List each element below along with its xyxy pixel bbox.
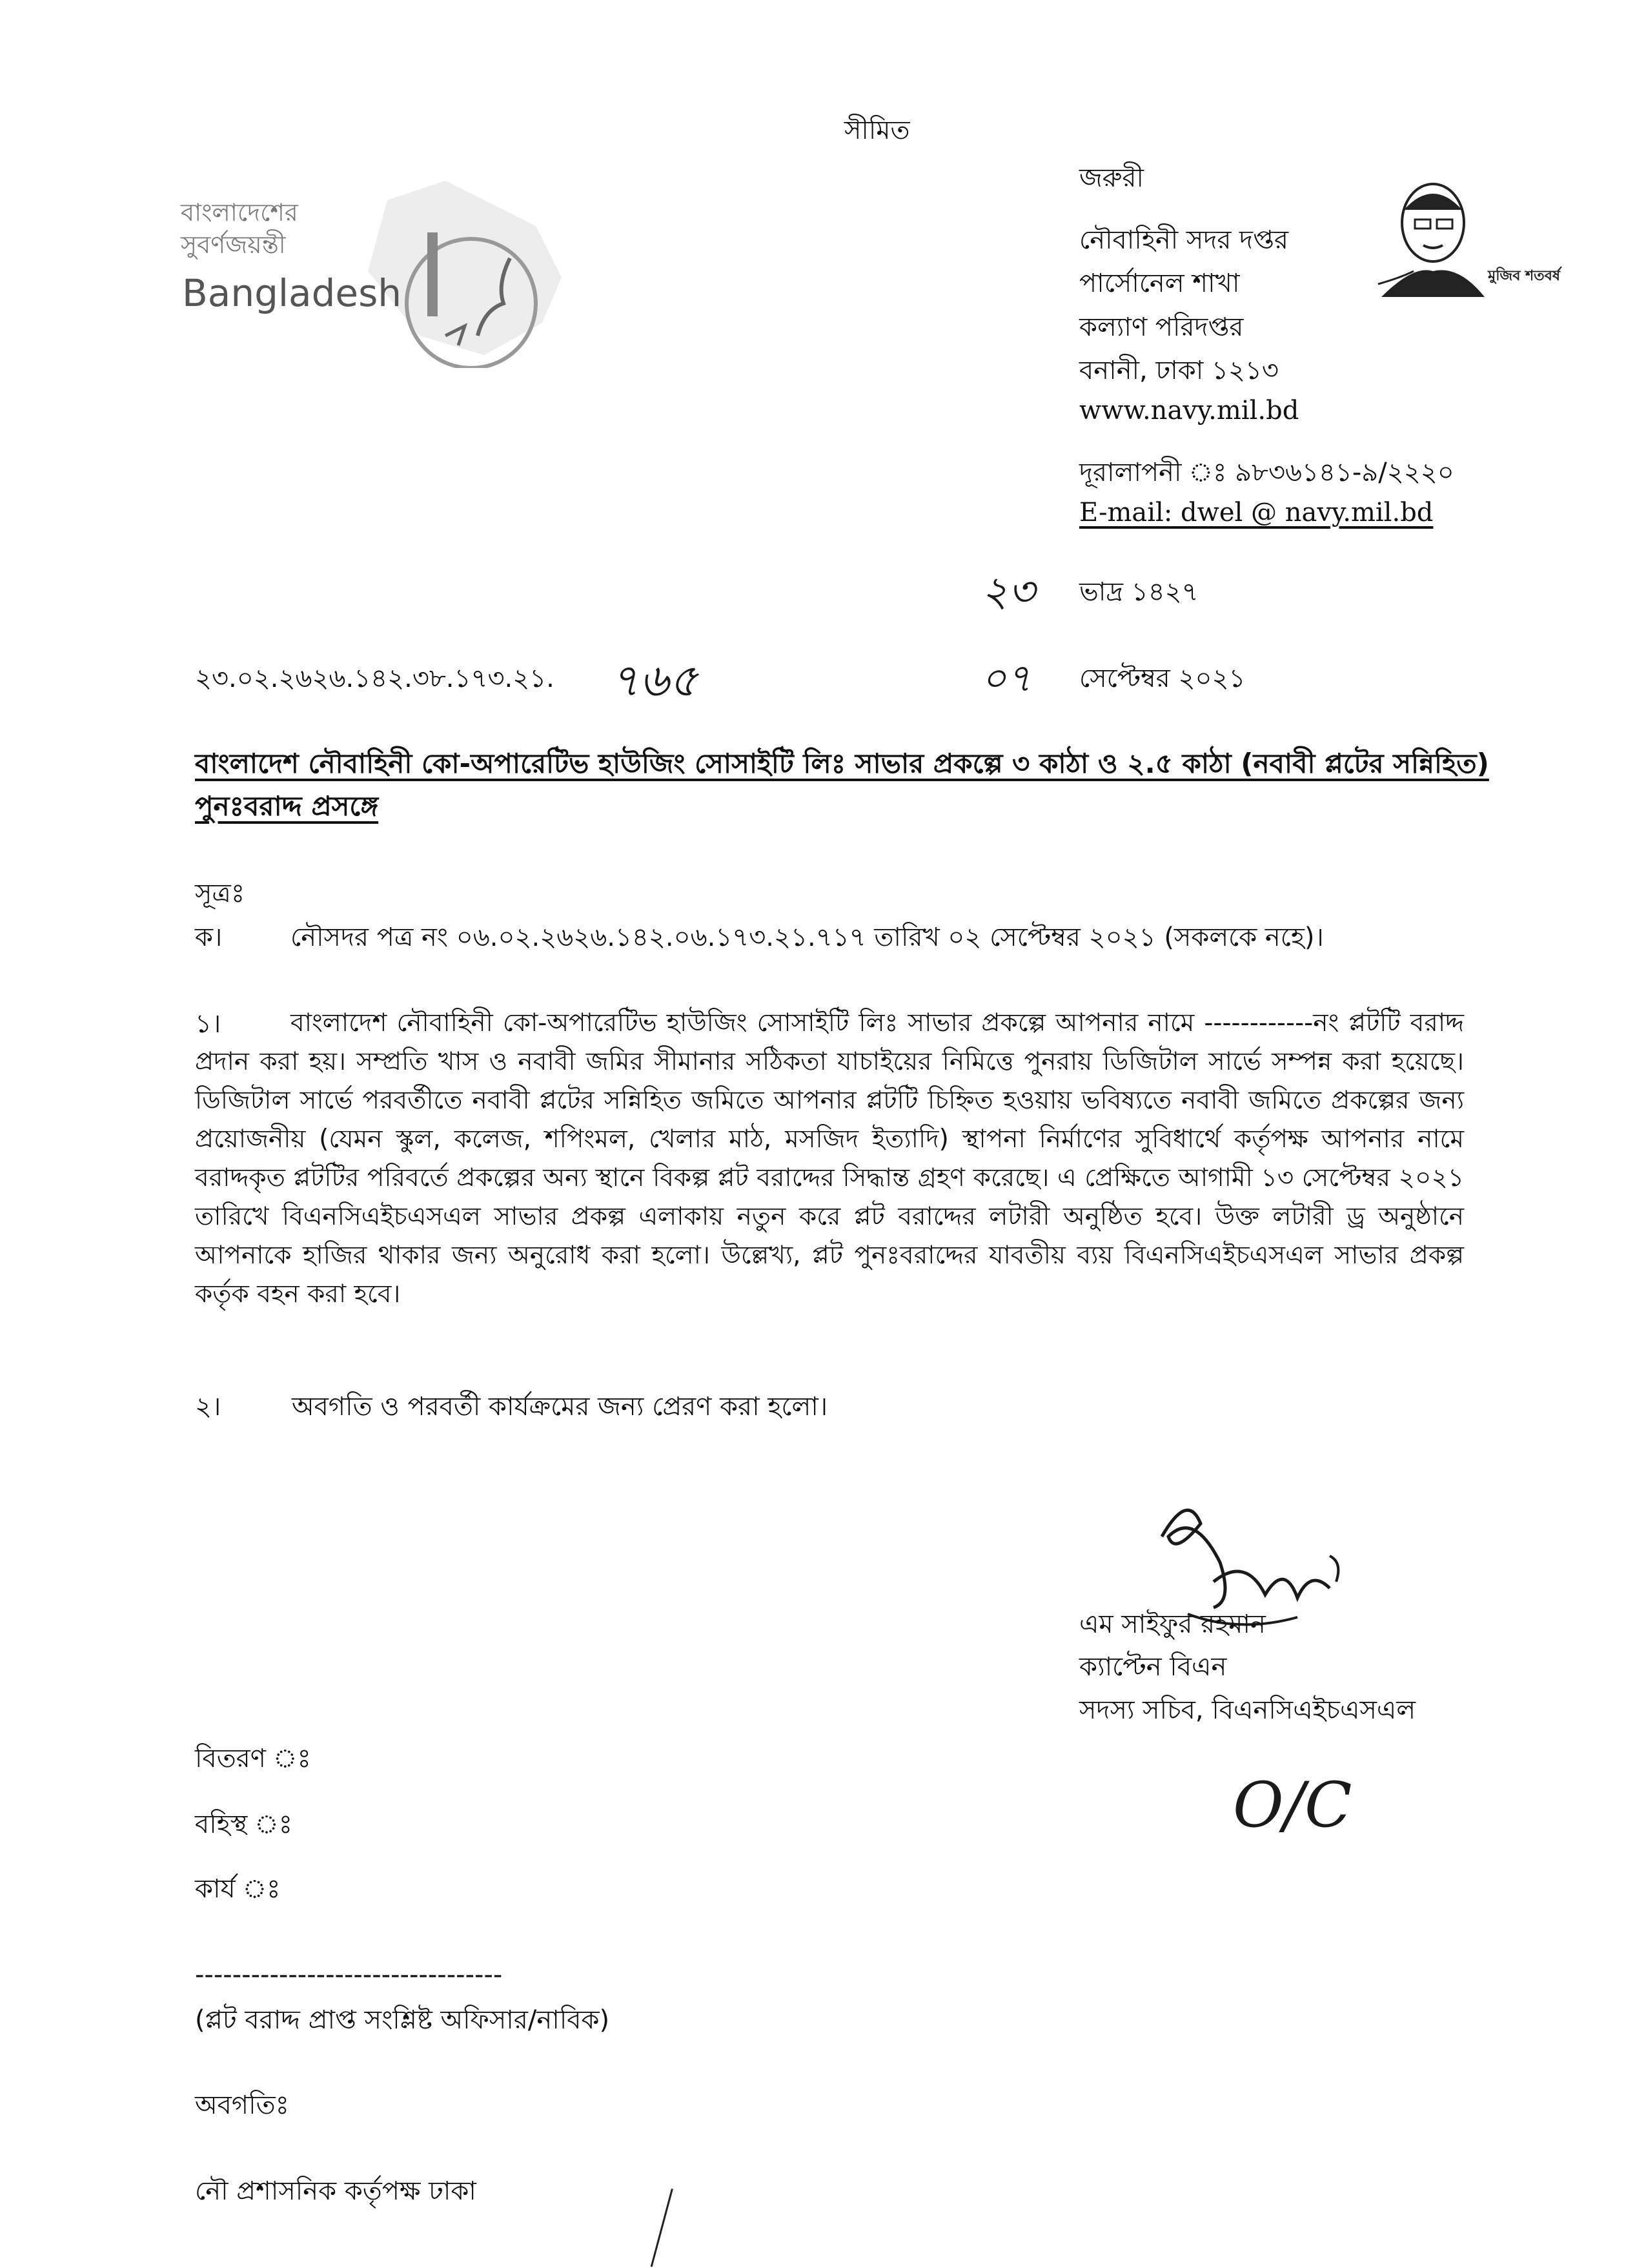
- office-phone: দূরালাপনী ঃ ৯৮৩৬১৪১-৯/২২২০: [1079, 458, 1454, 487]
- information-recipient: নৌ প্রশাসনিক কর্তৃপক্ষ ঢাকা: [195, 2176, 476, 2206]
- logo-bangla-line1: বাংলাদেশের: [181, 198, 298, 227]
- memo-number: ২৩.০২.২৬২৬.১৪২.৩৮.১৭৩.২১.: [195, 664, 554, 693]
- paragraph-2-text: অবগতি ও পরবর্তী কার্যক্রমের জন্য প্রেরণ করা হলো।: [292, 1392, 828, 1422]
- paragraph-1-number: ১।: [195, 1009, 221, 1039]
- office-website: www.navy.mil.bd: [1079, 396, 1299, 425]
- portrait-sketch-icon: [1375, 174, 1569, 310]
- signatory-designation: সদস্য সচিব, বিএনসিএইচএসএল: [1079, 1695, 1416, 1725]
- pen-stroke-mark: [651, 2189, 673, 2267]
- bangla-date-day-handwritten: ২৩: [981, 568, 1035, 616]
- distribution-recipient: (প্লট বরাদ্দ প্রাপ্ত সংশ্লিষ্ট অফিসার/নাবিক): [195, 2005, 610, 2035]
- mujib-logo-text: মুজিব শতবর্ষ: [1488, 268, 1560, 284]
- english-date-month-year: সেপ্টেম্বর ২০২১: [1079, 664, 1246, 693]
- office-line-1: নৌবাহিনী সদর দপ্তর: [1079, 225, 1288, 255]
- office-line-3: কল্যাণ পরিদপ্তর: [1079, 312, 1244, 342]
- classification-label: সীমিত: [844, 116, 910, 145]
- distribution-action: কার্য ঃ: [195, 1874, 281, 1904]
- paragraph-2-number: ২।: [195, 1392, 221, 1422]
- distribution-external: বহিস্থ ঃ: [195, 1810, 293, 1839]
- signatory-name: এম সাইফুর রহমান: [1079, 1609, 1266, 1639]
- urgency-label: জরুরী: [1079, 163, 1144, 193]
- memo-number-handwritten: ৭৬৫: [610, 654, 698, 707]
- reference-item-label: ক।: [195, 923, 223, 952]
- office-line-4: বনানী, ঢাকা ১২১৩: [1079, 356, 1279, 385]
- mujib-centenary-logo: [1375, 174, 1569, 310]
- logo-bangla-line2: সুবর্ণজয়ন্তী: [181, 230, 286, 259]
- office-email: E-mail: dwel @ navy.mil.bd: [1079, 498, 1434, 527]
- distribution-dash-line: ---------------------------------: [195, 1960, 503, 1990]
- bangla-date-month-year: ভাদ্র ১৪২৭: [1079, 577, 1199, 607]
- logo-english: Bangladesh: [182, 271, 402, 315]
- paragraph-1-text: বাংলাদেশ নৌবাহিনী কো-অপারেটিভ হাউজিং সোসাইটি লিঃ সাভার প্রকল্পে আপনার নামে ------------নং প্লটটি বরাদ্দ প্রদান করা হয়। সম্প্রতি খাস ও নবাবী জমির সীমানার সঠিকতা যাচাইয়ের নিমিত্তে পুনরায় ডিজিটাল সার্ভে সম্পন্ন করা হয়েছে। ডিজিটাল সার্ভে পরবর্তীতে নবাবী প্লটের সন্নিহিত জমিতে আপনার প্লটটি চিহ্নিত হওয়ায় ভবিষ্যতে নবাবী জমিতে প্রকল্পের জন্য প্রয়োজনীয় (যেমন স্কুল, কলেজ, শপিংমল, খেলার মাঠ, মসজিদ ইত্যাদি) স্থাপনা নির্মাণের সুবিধার্থে কর্তৃপক্ষ আপনার নামে বরাদ্দকৃত প্লটটির পরিবর্তে প্রকল্পের অন্য স্থানে বিকল্প প্লট বরাদ্দের সিদ্ধান্ত গ্রহণ করেছে। এ প্রেক্ষিতে আগামী ১৩ সেপ্টেম্বর ২০২১ তারিখে বিএনসিএইচএসএল সাভার প্রকল্প এলাকায় নতুন করে প্লট বরাদ্দের লটারী অনুষ্ঠিত হবে। উক্ত লটারী ড্র অনুষ্ঠানে আপনাকে হাজির থাকার জন্য অনুরোধ করা হলো। উল্লেখ্য, প্লট পুনঃবরাদ্দের যাবতীয় ব্যয় বিএনসিএইচএসএল সাভার প্রকল্প কর্তৃক বহন করা হবে।: [195, 1008, 1464, 1309]
- english-date-day-handwritten: ০৭: [981, 656, 1032, 701]
- signatory-rank: ক্যাপ্টেন বিএন: [1079, 1652, 1227, 1682]
- information-heading: অবগতিঃ: [195, 2090, 289, 2120]
- distribution-heading: বিতরণ ঃ: [195, 1744, 311, 1773]
- handwritten-note: O/C: [1233, 1769, 1352, 1841]
- office-line-2: পার্সোনেল শাখা: [1079, 269, 1240, 298]
- reference-heading: সূত্রঃ: [195, 879, 245, 908]
- letter-subject: বাংলাদেশ নৌবাহিনী কো-অপারেটিভ হাউজিং সোসাইটি লিঃ সাভার প্রকল্পে ৩ কাঠা ও ২.৫ কাঠা (নবাবী প্লটের সন্নিহিত) পুনঃবরাদ্দ প্রসঙ্গে: [195, 748, 1489, 822]
- golden-jubilee-logo: [174, 174, 574, 368]
- reference-item-text: নৌসদর পত্র নং ০৬.০২.২৬২৬.১৪২.০৬.১৭৩.২১.৭১৭ তারিখ ০২ সেপ্টেম্বর ২০২১ (সকলকে নহে)।: [290, 923, 1324, 952]
